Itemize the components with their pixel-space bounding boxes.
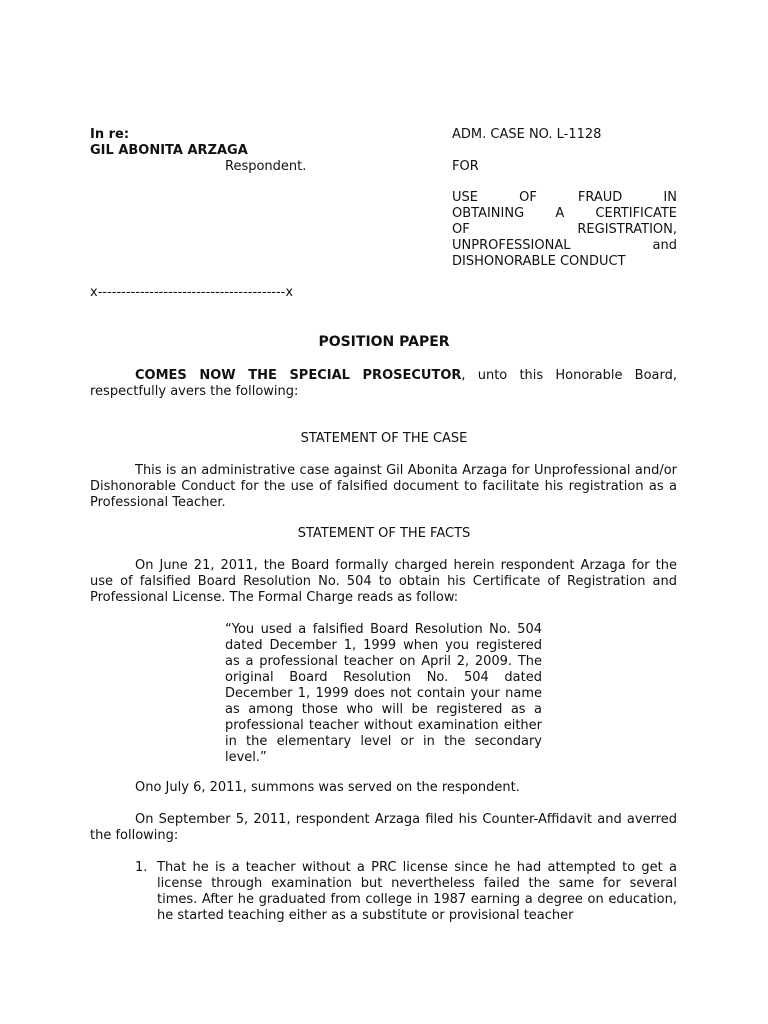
- respondent-label: Respondent.: [225, 159, 307, 174]
- formal-charge-quote: “You used a falsified Board Resolution No. 504 dated December 1, 1999 when you registered as a professional teacher on April 2, 2009. The original Board Resolution No. 504 dated December 1, 1999 does not contain your name as among those who will be registered as a professional teacher without examination either in the elementary level or in the secondary level.”: [225, 622, 542, 765]
- intro-paragraph: [90, 368, 677, 400]
- statement-facts-heading: STATEMENT OF THE FACTS: [297, 526, 471, 541]
- facts-paragraph-2: Ono July 6, 2011, summons was served on the respondent.: [135, 780, 520, 795]
- intro-rest: , unto this Honorable Board, respectfully avers the following:: [90, 368, 677, 399]
- charge-line: UNPROFESSIONAL and: [452, 238, 677, 253]
- intro-lead: COMES NOW THE SPECIAL PROSECUTOR: [135, 368, 462, 383]
- statement-case-body: This is an administrative case against Gil Abonita Arzaga for Unprofessional and/or Dishonorable Conduct for the use of falsified document to facilitate his registration as a Professional Teacher.: [90, 463, 677, 510]
- page-title: POSITION PAPER: [318, 334, 450, 350]
- charge-line: USE OF FRAUD IN: [452, 190, 677, 205]
- respondent-name: GIL ABONITA ARZAGA: [90, 143, 248, 158]
- facts-paragraph-1: On June 21, 2011, the Board formally charged herein respondent Arzaga for the use of falsified Board Resolution No. 504 to obtain his Certificate of Registration and Professional License. The Formal Charge reads as follow:: [90, 558, 677, 605]
- charge-block: [452, 190, 677, 270]
- caption-separator: x----------------------------------------x: [90, 285, 294, 300]
- case-number: ADM. CASE NO. L-1128: [452, 127, 602, 142]
- list-item-number: 1.: [135, 860, 148, 875]
- charge-line: OF REGISTRATION,: [452, 222, 677, 237]
- list-item: [135, 860, 677, 924]
- statement-case-heading: STATEMENT OF THE CASE: [300, 431, 468, 446]
- for-label: FOR: [452, 159, 479, 174]
- facts-paragraph-3: On September 5, 2011, respondent Arzaga filed his Counter-Affidavit and averred the following:: [90, 812, 677, 843]
- in-re-label: In re:: [90, 127, 130, 142]
- list-item-text: That he is a teacher without a PRC license since he had attempted to get a license through examination but nevertheless failed the same for several times. After he graduated from college in 1987 earning a degree on education, he started teaching either as a substitute or provisional teacher: [157, 860, 677, 923]
- charge-line: DISHONORABLE CONDUCT: [452, 254, 626, 269]
- charge-line: OBTAINING A CERTIFICATE: [452, 206, 677, 221]
